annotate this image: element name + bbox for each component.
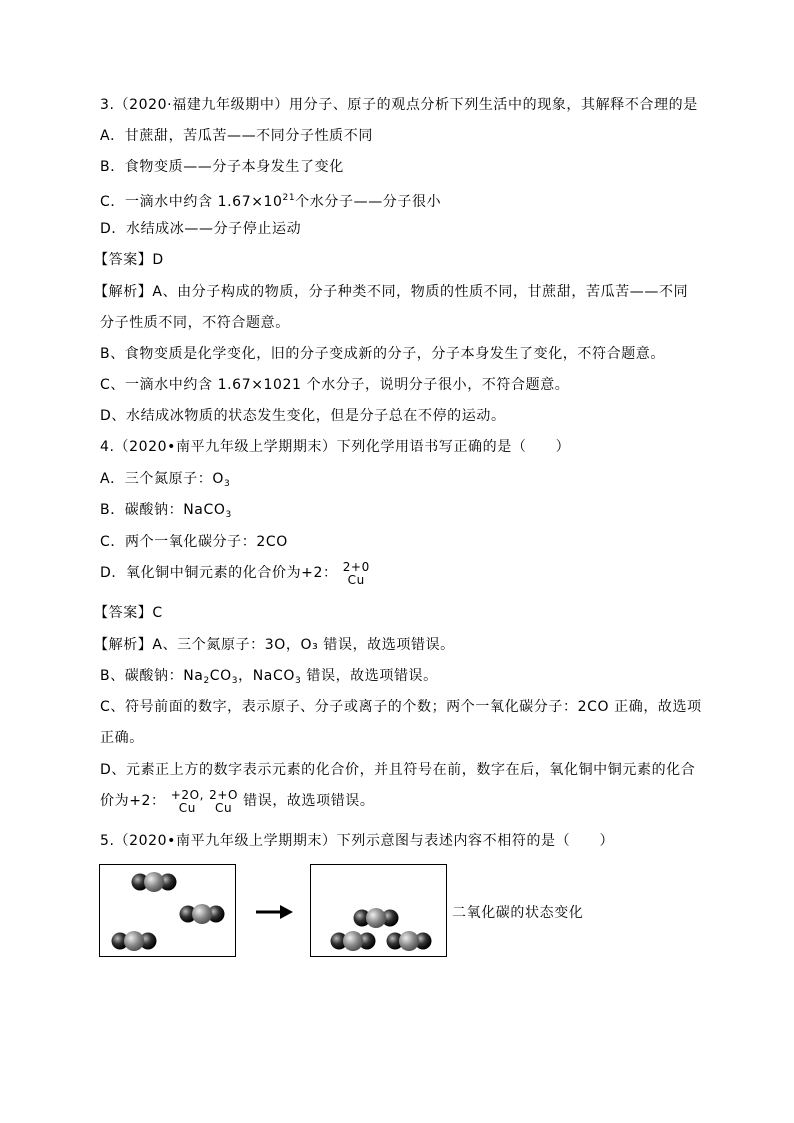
q4-analysis-a: 【解析】A、三个氮原子：3O，O₃ 错误，故选项错误。: [94, 637, 455, 653]
q4-option-d: D．氧化铜中铜元素的化合价为+2： 2+0 Cu: [100, 560, 370, 587]
q4-option-c: C．两个一氧化碳分子：2CO: [100, 534, 288, 550]
right-arrow-icon: [254, 902, 294, 926]
co2-molecule: [130, 871, 178, 893]
q4-option-a: A．三个氮原子：$O_3$: [100, 471, 231, 489]
q3-analysis-line-1: 【解析】A、由分子构成的物质，分子种类不同，物质的性质不同，甘蔗甜，苦瓜苦——不同: [94, 284, 689, 300]
diagram-after-box: [310, 864, 447, 957]
valence-notation: 2+0 Cu: [342, 560, 370, 587]
q4-stem: 4.（2020•南平九年级上学期期末）下列化学用语书写正确的是（ ）: [100, 439, 571, 455]
valence-notation-2: 2+O Cu: [209, 788, 239, 815]
diagram-before-box: [99, 864, 236, 957]
co2-molecule: [178, 903, 226, 925]
q3-option-c: C．一滴水中约含 $1.67\times 10^{21}$个水分子——分子很小: [100, 193, 442, 210]
q4-analysis-c-2: 正确。: [100, 730, 144, 746]
q4-analysis-b: B、碳酸钠：$Na_2CO_3$，NaCO$_3$ 错误，故选项错误。: [100, 668, 438, 686]
q5-stem: 5.（2020•南平九年级上学期期末）下列示意图与表述内容不相符的是（ ）: [100, 833, 615, 849]
co2-molecule: [352, 907, 400, 929]
q3-answer: 【答案】D: [94, 252, 164, 268]
q4-analysis-d-1: D、元素正上方的数字表示元素的化合价，并且符号在前，数字在后，氧化铜中铜元素的化合: [100, 762, 696, 778]
q4-analysis-c-1: C、符号前面的数字，表示原子、分子或离子的个数；两个一氧化碳分子：2CO 正确，故选项: [100, 699, 702, 715]
q3-option-b: B．食物变质——分子本身发生了变化: [100, 159, 344, 175]
q3-stem: 3.（2020·福建九年级期中）用分子、原子的观点分析下列生活中的现象，其解释不合理的是: [100, 97, 698, 113]
q3-analysis-line-5: D、水结成冰物质的状态发生变化，但是分子总在不停的运动。: [100, 408, 506, 424]
q4-answer: 【答案】C: [94, 605, 163, 621]
q4-option-b: B．碳酸钠：NaCO$_3$: [100, 502, 232, 520]
q3-analysis-line-2: 分子性质不同，不符合题意。: [100, 315, 290, 331]
q4-analysis-d-2: 价为+2： +2O, Cu 2+O Cu 错误，故选项错误。: [100, 788, 375, 815]
valence-notation-1: +2O, Cu: [170, 788, 205, 815]
co2-molecule: [385, 930, 433, 952]
q3-option-a: A．甘蔗甜，苦瓜苦——不同分子性质不同: [100, 128, 373, 144]
co2-molecule: [329, 930, 377, 952]
q3-analysis-line-4: C、一滴水中约含 1.67×1021 个水分子，说明分子很小，不符合题意。: [100, 377, 570, 393]
q3-option-d: D．水结成冰——分子停止运动: [100, 221, 302, 237]
q5-option-a-text: 二氧化碳的状态变化: [452, 905, 584, 921]
co2-molecule: [110, 930, 158, 952]
q3-analysis-line-3: B、食物变质是化学变化，旧的分子变成新的分子，分子本身发生了变化，不符合题意。: [100, 346, 666, 362]
